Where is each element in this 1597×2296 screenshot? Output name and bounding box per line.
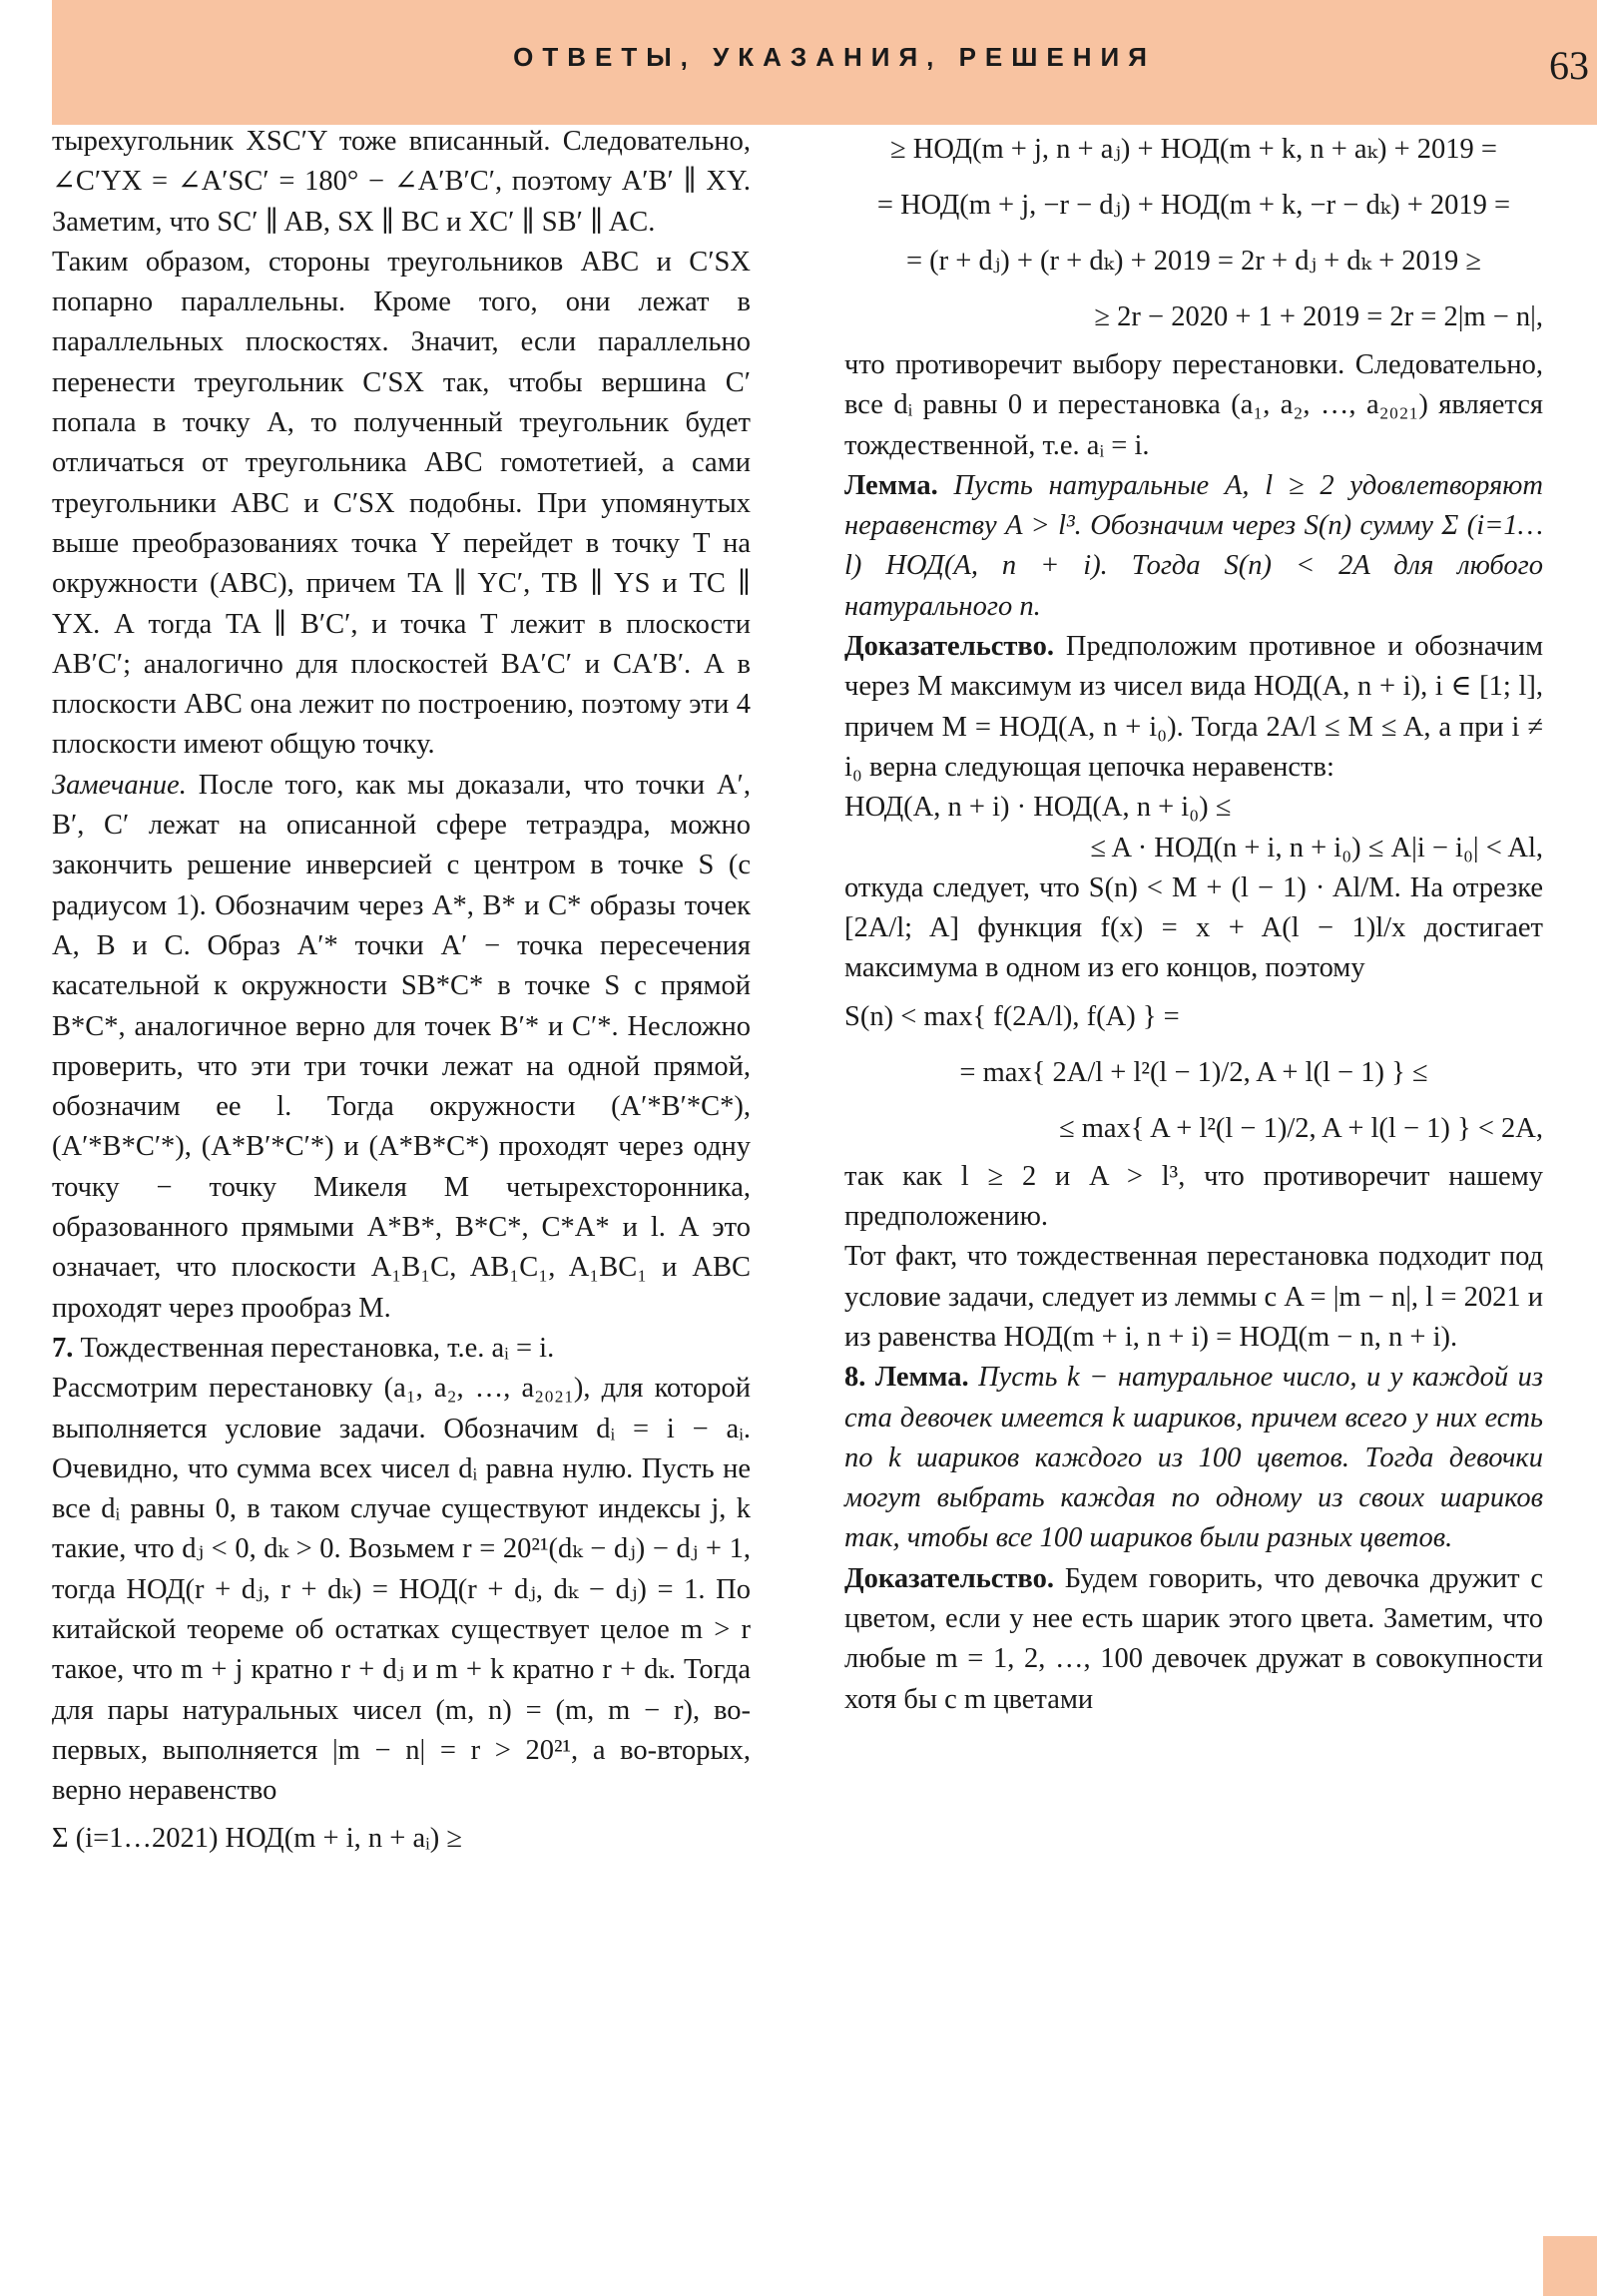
problem-8-number: 8.	[844, 1362, 866, 1394]
inequality-line-1: НОД(A, n + i) · НОД(A, n + i₀) ≤	[844, 792, 1232, 824]
problem-7-answer: Тождественная перестановка, т.е. aᵢ = i.	[73, 1332, 555, 1364]
equation-line-2: = НОД(m + j, −r − dⱼ) + НОД(m + k, −r − dₖ) + 2019 =	[876, 190, 1511, 221]
remark-paragraph	[52, 766, 751, 1329]
left-column	[52, 122, 751, 1867]
page-edge-tab	[1543, 2236, 1597, 2296]
proof-text: Предположим противное и обозначим через M максимум из чисел вида НОД(A, n + i), i ∈ [1; l], причем M = НОД(A, n + i₀). Тогда 2A/l ≤ M ≤ A, а при i ≠ i₀ верна следующая цепочка неравенств:	[844, 631, 1543, 783]
equation-line-1: ≥ НОД(m + j, n + aⱼ) + НОД(m + k, n + aₖ) + 2019 =	[890, 134, 1497, 165]
equation-line-4: ≥ 2r − 2020 + 1 + 2019 = 2r = 2|m − n|,	[1094, 301, 1543, 332]
proof-8-text: Будем говорить, что девочка дружит с цветом, если у нее есть шарик этого цвета. Заметим, что любые m = 1, 2, …, 100 девочек дружат в совокупности хотя бы с m цветами	[844, 1562, 1543, 1715]
inequality-line-2: ≤ A · НОД(n + i, n + i₀) ≤ A|i − i₀| < Al,	[1090, 832, 1543, 863]
lemma-text: Пусть натуральные A, l ≥ 2 удовлетворяют неравенству A > l³. Обозначим через S(n) сумму Σ (i=1…l) НОД(A, n + i). Тогда S(n) < 2A для любого натурального n.	[844, 469, 1543, 622]
proof-8-label: Доказательство.	[844, 1562, 1054, 1594]
problem-8-lemma	[844, 1358, 1543, 1558]
lemma-paragraph	[844, 466, 1543, 627]
equation-line-3: = (r + dⱼ) + (r + dₖ) + 2019 = 2r + dⱼ + dₖ + 2019 ≥	[905, 246, 1482, 277]
problem-7-number: 7.	[52, 1332, 74, 1364]
contradiction-paragraph: что противоречит выбору перестановки. Следовательно, все dᵢ равны 0 и перестановка (a₁, a₂, …, a₂₀₂₁) является тождественной, т.е. aᵢ = i.	[844, 349, 1543, 461]
lemma-label: Лемма.	[844, 469, 938, 501]
paragraph-parallel-triangles: Таким образом, стороны треугольников ABC и C′SX попарно параллельны. Кроме того, они лежат в параллельных плоскостях. Значит, если параллельно перенести треугольник C′SX так, чтобы вершина C′ попала в точку A, то полученный треугольник будет отличаться от треугольника ABC гомотетией, а сами треугольники ABC и C′SX подобны. При упомянутых выше преобразованиях точка Y перейдет в точку T на окружности (ABC), причем TA ∥ YC′, TB ∥ YS и TC ∥ YX. А тогда TA ∥ B′C′, и точка T лежит в плоскости AB′C′; аналогично для плоскостей BA′C′ и CA′B′. А в плоскости ABC она лежит по построению, поэтому эти 4 плоскости имеют общую точку.	[52, 246, 751, 761]
identity-fact-paragraph: Тот факт, что тождественная перестановка подходит под условие задачи, следует из леммы с A = |m − n|, l = 2021 и из равенства НОД(m + i, n + i) = НОД(m − n, n + i).	[844, 1241, 1543, 1353]
right-column	[844, 122, 1543, 1720]
conclusion-paragraph: так как l ≥ 2 и A > l³, что противоречит нашему предположению.	[844, 1160, 1543, 1233]
max-line-2: = max{ 2A/l + l²(l − 1)/2, A + l(l − 1) } ≤	[959, 1056, 1428, 1088]
max-line-1: S(n) < max{ f(2A/l), f(A) } =	[844, 1000, 1180, 1032]
remark-label: Замечание.	[52, 769, 187, 801]
remark-text: После того, как мы доказали, что точки A′, B′, C′ лежат на описанной сфере тетраэдра, можно закончить решение инверсией с центром в точке S (с радиусом 1). Обозначим через A*, B* и C* образы точек A, B и C. Образ A′* точки A′ − точка пересечения касательной к окружности SB*C* в точке S с прямой B*C*, аналогичное верно для точек B′* и C′*. Несложно проверить, что эти три точки лежат на одной прямой, обозначим ее l. Тогда окружности (A′*B′*C*), (A′*B*C′*), (A*B′*C′*) и (A*B*C*) проходят через одну точку − точку Микеля M четырехсторонника, образованного прямыми A*B*, B*C*, C*A* и l. А это означает, что плоскости A₁B₁C, AB₁C₁, A₁BC₁ и ABC проходят через прообраз M.	[52, 769, 751, 1324]
page-number: 63	[1549, 43, 1589, 88]
lemma-8-label: Лемма.	[865, 1362, 969, 1394]
proof-label: Доказательство.	[844, 631, 1054, 663]
max-line-3: ≤ max{ A + l²(l − 1)/2, A + l(l − 1) } < 2A,	[1059, 1112, 1543, 1144]
page-header	[52, 0, 1597, 125]
problem-7-heading	[52, 1329, 751, 1369]
running-title: ОТВЕТЫ, УКАЗАНИЯ, РЕШЕНИЯ	[513, 42, 1156, 72]
problem-7-solution: Рассмотрим перестановку (a₁, a₂, …, a₂₀₂₁), для которой выполняется условие задачи. Обозначим dᵢ = i − aᵢ. Очевидно, что сумма всех чисел dᵢ равна нулю. Пусть не все dᵢ равны 0, в таком случае существуют индексы j, k такие, что dⱼ < 0, dₖ > 0. Возьмем r = 20²¹(dₖ − dⱼ) − dⱼ + 1, тогда НОД(r + dⱼ, r + dₖ) = НОД(r + dⱼ, dₖ − dⱼ) = 1. По китайской теореме об остатках существует целое m > r такое, что m + j кратно r + dⱼ и m + k кратно r + dₖ. Тогда для пары натуральных чисел (m, n) = (m, m − r), во-первых, выполняется |m − n| = r > 20²¹, а во-вторых, верно неравенство	[52, 1373, 751, 1807]
proof-paragraph	[844, 627, 1543, 788]
lemma-8-text: Пусть k − натуральное число, и у каждой из ста девочек имеется k шариков, причем всего у них есть по k шариков каждого из 100 цветов. Тогда девочки могут выбрать каждая по одному из своих шариков так, чтобы все 100 шариков были разных цветов.	[844, 1362, 1544, 1554]
function-paragraph: откуда следует, что S(n) < M + (l − 1) · Al/M. На отрезке [2A/l; A] функция f(x) = x + A(l − 1)l/x достигает максимума в одном из его концов, поэтому	[844, 871, 1543, 984]
proof-8-paragraph	[844, 1559, 1543, 1720]
paragraph-inscribed-quadrilateral: тырехугольник XSC′Y тоже вписанный. Следовательно, ∠C′YX = ∠A′SC′ = 180° − ∠A′B′C′, поэтому A′B′ ∥ XY. Заметим, что SC′ ∥ AB, SX ∥ BC и XC′ ∥ SB′ ∥ AC.	[52, 126, 751, 238]
sum-formula: Σ (i=1…2021) НОД(m + i, n + aᵢ) ≥	[52, 1823, 463, 1855]
